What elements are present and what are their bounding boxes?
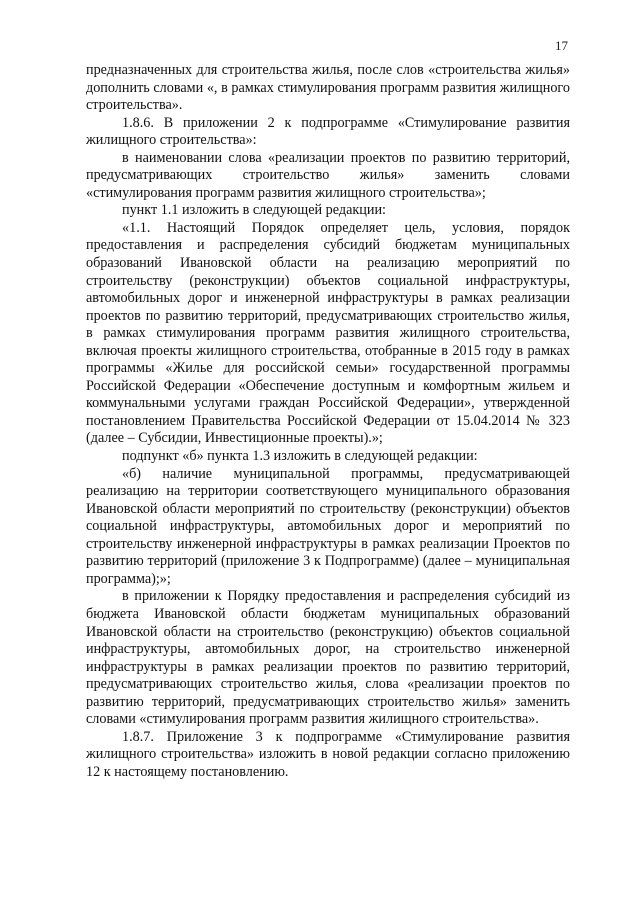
paragraph: в приложении к Порядку предоставления и распределения субсидий из бюджета Ивановской области бюджетам муниципальных образований Ивановской области на строительство (реконструкцию) объектов социальной инфраструктуры, автомобильных дорог, на строительство инженерной инфраструктуры в рамках реализации проектов по развитию территорий, предусматривающих строительство жилья, слова «реализации проектов по развитию территорий, предусматривающих строительство жилья» заменить словами «стимулирования программ развития жилищного строительства». — [86, 588, 570, 728]
paragraph: пункт 1.1 изложить в следующей редакции: — [122, 202, 386, 219]
paragraph: 1.8.7. Приложение 3 к подпрограмме «Стимулирование развития жилищного строительства» изложить в новой редакции согласно приложению 12 к настоящему постановлению. — [86, 728, 570, 780]
paragraph: «1.1. Настоящий Порядок определяет цель, условия, порядок предоставления и распределения субсидий бюджетам муниципальных образований Ивановской области на реализацию мероприятий по строительству (реконструкции) объектов социальной инфраструктуры, автомобильных дорог и инженерной инфраструктуры в рамках реализации проектов по развитию территорий, предусматривающих строительство жилья, в рамках стимулирования программ развития жилищного строительства, включая проекты жилищного строительства, отобранные в 2015 году в рамках программы «Жилье для российской семьи» государственной программы Российской Федерации «Обеспечение доступным и комфортным жильем и коммунальными услугами граждан Российской Федерации», утвержденной постановлением Правительства Российской Федерации от 15.04.2014 № 323 (далее – Субсидии, Инвестиционные проекты).»; — [86, 219, 570, 447]
document-body — [86, 62, 570, 781]
paragraph: 1.8.6. В приложении 2 к подпрограмме «Стимулирование развития жилищного строительства»: — [86, 114, 570, 149]
paragraph: предназначенных для строительства жилья, после слов «строительства жилья» дополнить словами «, в рамках стимулирования программ развития жилищного строительства». — [86, 62, 570, 114]
paragraph: подпункт «б» пункта 1.3 изложить в следующей редакции: — [122, 448, 478, 465]
paragraph: в наименовании слова «реализации проектов по развитию территорий, предусматривающих строительство жилья» заменить словами «стимулирования программ развития жилищного строительства»; — [86, 149, 570, 201]
page-number: 17 — [555, 38, 568, 53]
paragraph: «б) наличие муниципальной программы, предусматривающей реализацию на территории соответствующего муниципального образования Ивановской области мероприятий по строительству (реконструкции) объектов социальной инфраструктуры, автомобильных дорог и мероприятий по строительству инженерной инфраструктуры в рамках реализации Проектов по развитию территорий (приложение 3 к Подпрограмме) (далее – муниципальная программа);»; — [86, 465, 570, 587]
